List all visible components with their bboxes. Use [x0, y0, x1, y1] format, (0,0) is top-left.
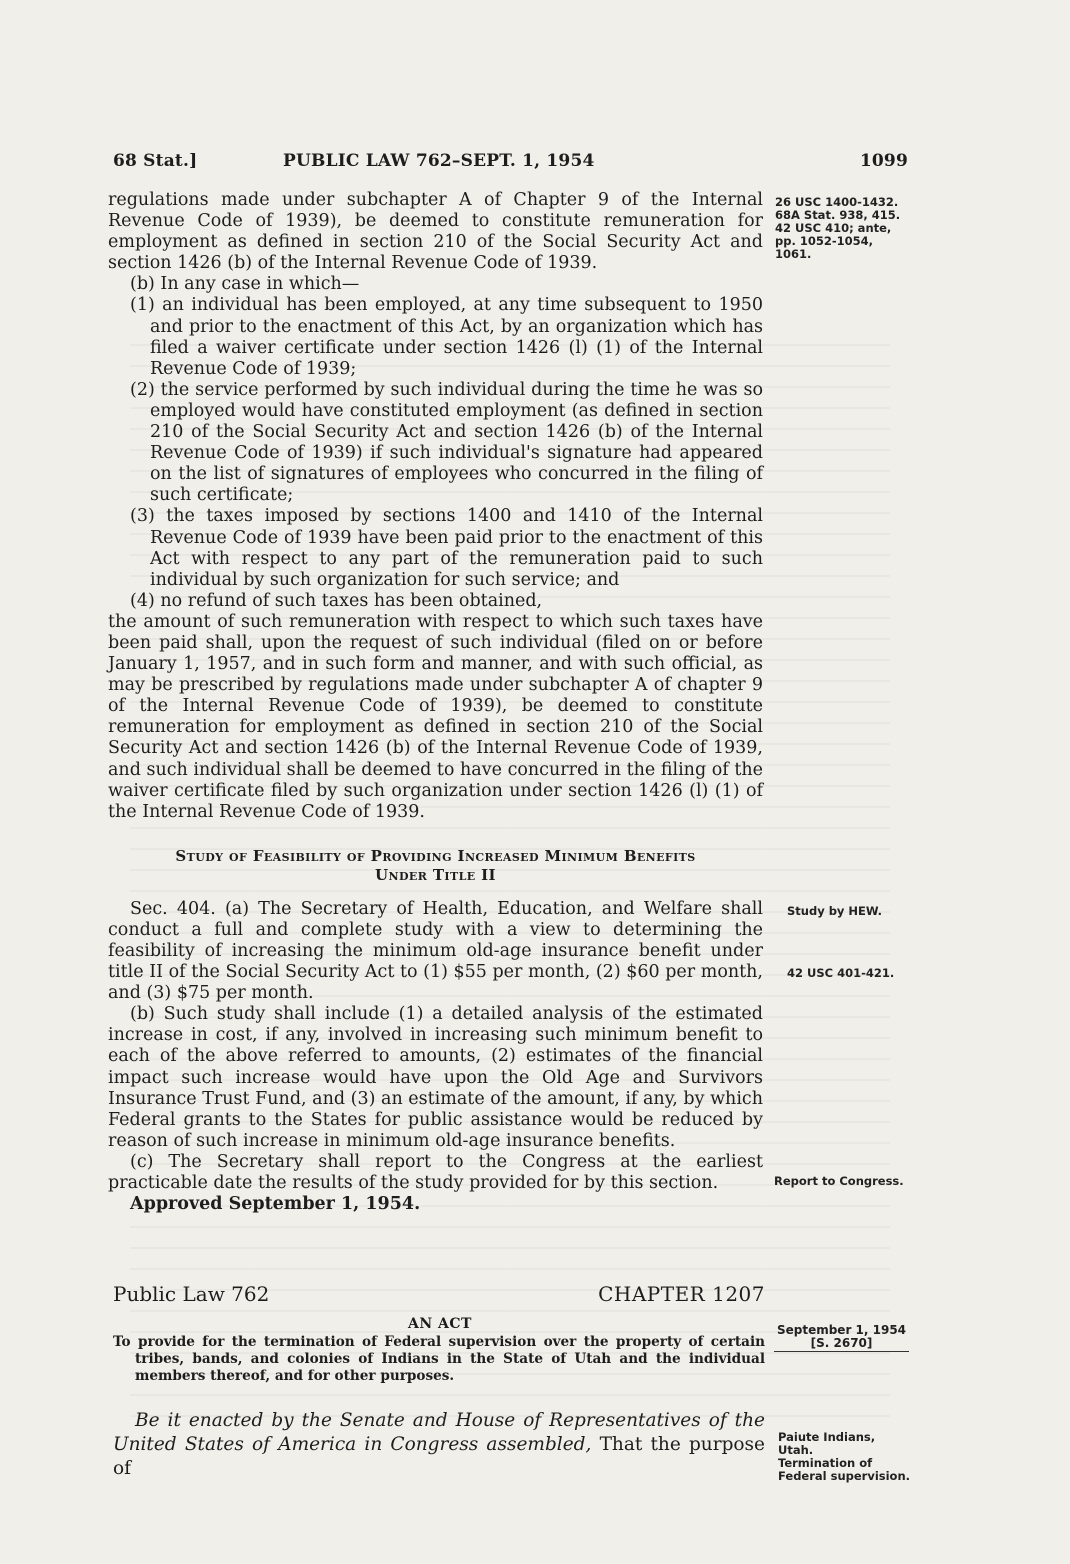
margin-date: September 1, 1954 [776, 1323, 907, 1337]
enacting-italic: Be it enacted by the Senate and House of Representatives of the United States of America in Congress assembled, [113, 1410, 765, 1455]
clause-2: (2) the service performed by such individual during the time he was so employed would have constituted employment (as defined in section 210 of the Social Security Act and section 1426 (b) of the Internal Revenue Code of 1939) if such individual's signature had appeared on the list of signatures of employees who concurred in the filing of such certificate; [130, 379, 763, 506]
approval-date: Approved September 1, 1954. [130, 1194, 421, 1215]
volume-citation: 68 Stat.] [113, 151, 198, 171]
page-number: 1099 [859, 151, 908, 171]
paragraph-regulations: regulations made under subchapter A of Chapter 9 of the Internal Revenue Code of 1939), be deemed to constitute remuneration for employment as defined in section 210 of the Social Security Act and section 1426 (b) of the Internal Revenue Code of 1939. [108, 190, 763, 274]
act-purpose [113, 1334, 765, 1385]
section-heading-line-1: Study of Feasibility of Providing Increased Minimum Benefits [175, 846, 696, 865]
clause-1: (1) an individual has been employed, at any time subsequent to 1950 and prior to the enactment of this Act, by an organization which has filed a waiver certificate under section 1426 (l) (1) of the Internal Revenue Code of 1939; [130, 295, 763, 379]
clause-3: (3) the taxes imposed by sections 1400 and 1410 of the Internal Revenue Code of 1939 have been paid prior to the enactment of this Act with respect to any part of the remuneration paid to such individual by such organization for such service; and [130, 506, 763, 590]
margin-rule [774, 1351, 909, 1352]
margin-paiute-notes [778, 1431, 913, 1483]
margin-date-block [774, 1324, 909, 1352]
chapter-number: CHAPTER 1207 [598, 1282, 765, 1306]
paragraph-b: (b) In any case in which— [130, 274, 360, 295]
section-404-c: (c) The Secretary shall report to the Congress at the earliest practicable date the results of the study provided for by this section. [108, 1151, 763, 1194]
section-heading [108, 847, 763, 885]
margin-paiute-2: Termination of Federal supervision. [778, 1456, 911, 1483]
margin-bill-number: [S. 2670] [810, 1336, 873, 1350]
margin-cite-1: 26 USC 1400-1432. [775, 195, 899, 209]
law-title: PUBLIC LAW 762–SEPT. 1, 1954 [283, 151, 595, 171]
section-404-a: Sec. 404. (a) The Secretary of Health, Education, and Welfare shall conduct a full and complete study with a view to determining the feasibility of increasing the minimum old-age insurance benefit under title II of the Social Security Act to (1) $55 per month, (2) $60 per month, and (3) $75 per month. [108, 898, 763, 1004]
public-law-number: Public Law 762 [113, 1282, 270, 1306]
section-404-b: (b) Such study shall include (1) a detailed analysis of the estimated increase in cost, if any, involved in increasing such minimum benefit to each of the above referred to amounts, (2) estimates of the financial impact such increase would have upon the Old Age and Survivors Insurance Trust Fund, and (3) an estimate of the amount, if any, by which Federal grants to the States for public assistance would be reduced by reason of such increase in minimum old-age insurance benefits. [108, 1004, 763, 1151]
an-act-label: AN ACT [408, 1316, 472, 1332]
margin-study-note: Study by HEW. [787, 904, 883, 918]
margin-usc-note: 42 USC 401-421. [787, 966, 895, 980]
margin-report-note: Report to Congress. [774, 1174, 904, 1188]
paragraph-amount: the amount of such remuneration with respect to which such taxes have been paid shall, upon the request of such individual (filed on or before January 1, 1957, and in such form and manner, and with such official, as may be prescribed by regulations made under subchapter A of chapter 9 of the Internal Revenue Code of 1939), be deemed to constitute remuneration for employment as defined in section 210 of the Social Security Act and section 1426 (b) of the Internal Revenue Code of 1939, and such individual shall be deemed to have concurred in the filing of the waiver certificate filed by such organization under section 1426 (l) (1) of the Internal Revenue Code of 1939. [108, 611, 763, 822]
margin-citations [775, 196, 910, 261]
public-law-line [113, 1282, 765, 1308]
enacting-clause [113, 1409, 765, 1481]
main-text [108, 190, 763, 1215]
enacting-clause-text [113, 1409, 765, 1481]
running-header [113, 151, 908, 177]
section-heading-line-2: Under Title II [375, 865, 496, 884]
margin-paiute-1: Paiute Indians, Utah. [778, 1430, 876, 1457]
margin-cite-3: 42 USC 410; ante, pp. 1052-1054, 1061. [775, 221, 892, 261]
enacting-tail: That the purpose of [113, 1434, 765, 1479]
margin-cite-2: 68A Stat. 938, 415. [775, 208, 901, 222]
clause-4: (4) no refund of such taxes has been obtained, [130, 590, 543, 611]
act-purpose-text: To provide for the termination of Federal supervision over the property of certain tribes, bands, and colonies of Indians in the State of Utah and the individual members thereof, and for other purposes. [113, 1334, 765, 1384]
